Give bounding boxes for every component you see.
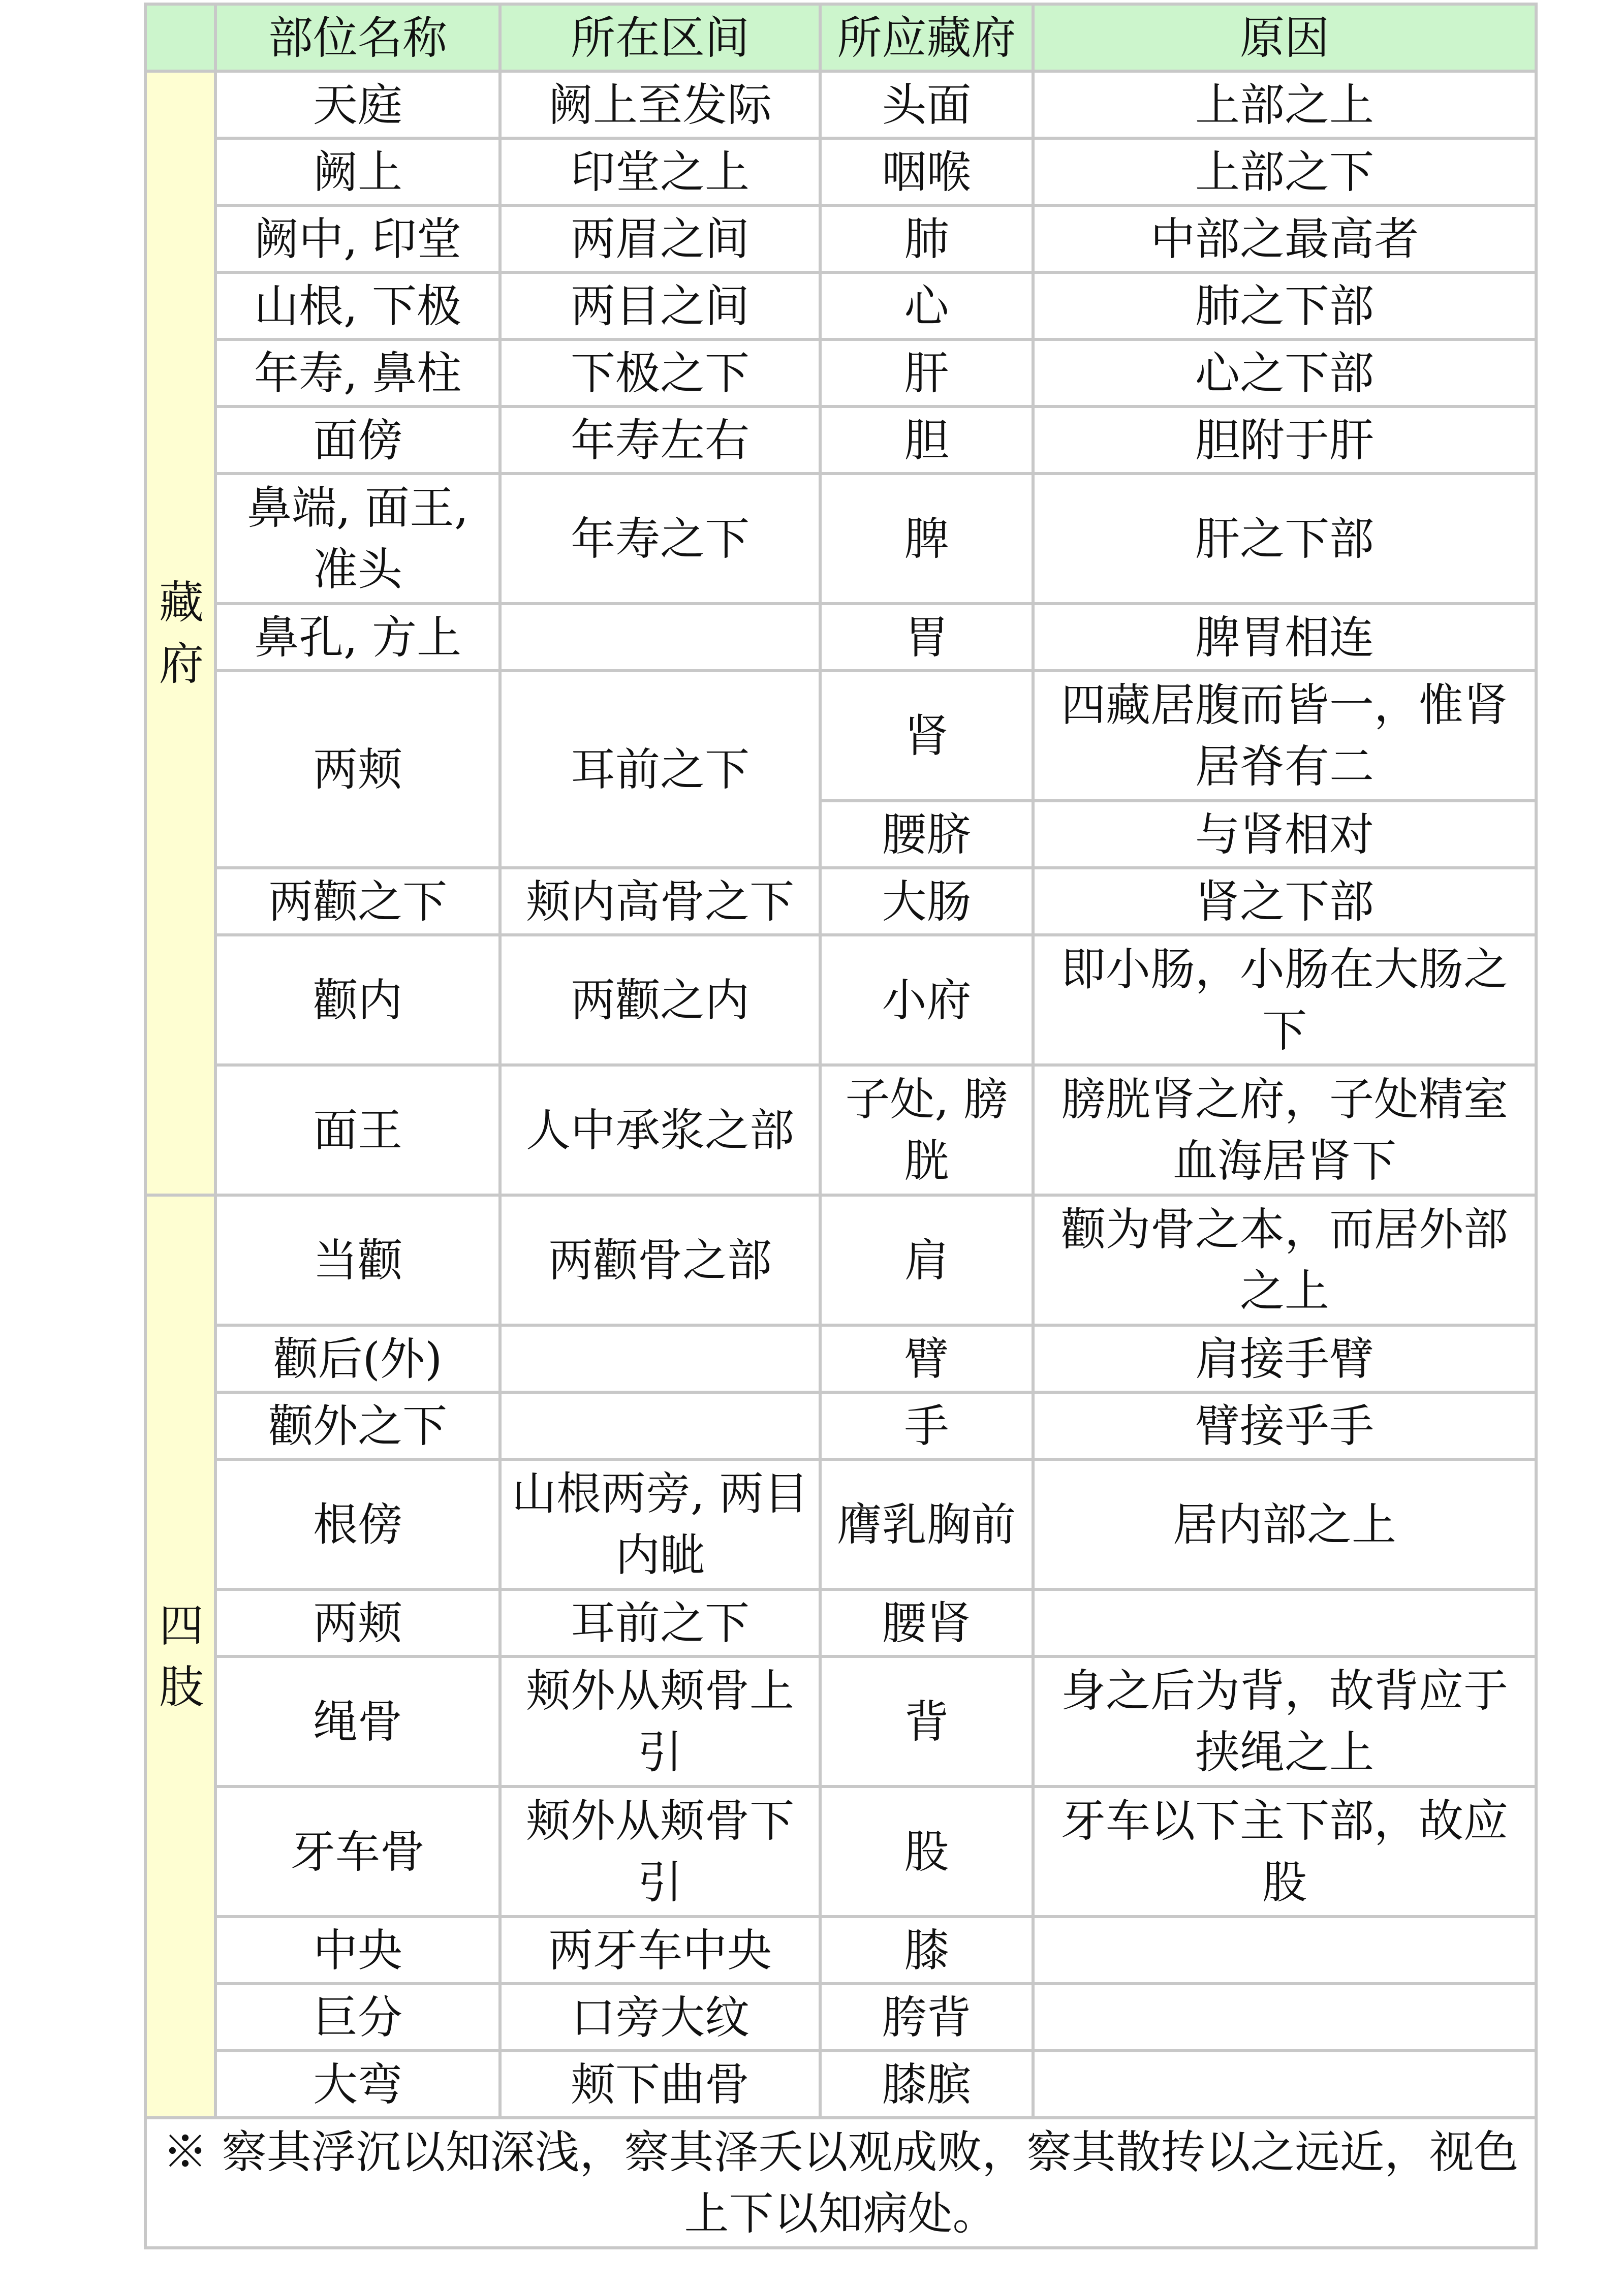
part-name-cell: 鼻端, 面王, 准头: [217, 475, 502, 605]
table-row: [147, 1197, 1538, 1327]
area-cell: [502, 1394, 822, 1461]
face-organ-correspondence-table: [144, 3, 1538, 2249]
area-cell: 两牙车中央: [502, 1918, 822, 1985]
table-row: [147, 605, 1538, 672]
reason-cell: [1035, 2052, 1538, 2119]
part-name-cell: 山根, 下极: [217, 274, 502, 341]
table-row: [147, 341, 1538, 408]
part-name-cell: 根傍: [217, 1461, 502, 1591]
part-name-cell: 颧内: [217, 936, 502, 1067]
table-row: [147, 140, 1538, 207]
reason-cell: 与肾相对: [1035, 802, 1538, 869]
area-cell: 口旁大纹: [502, 1985, 822, 2052]
part-name-cell: 天庭: [217, 73, 502, 140]
table-row: [147, 936, 1538, 1067]
table-row: [147, 207, 1538, 274]
part-name-cell: 绳骨: [217, 1658, 502, 1788]
table-row: [147, 1327, 1538, 1394]
area-cell: 两颧之内: [502, 936, 822, 1067]
reason-cell: 肝之下部: [1035, 475, 1538, 605]
part-name-cell: 面傍: [217, 408, 502, 475]
part-name-cell: 当颧: [217, 1197, 502, 1327]
organ-cell: 膝: [822, 1918, 1035, 1985]
organ-cell: 肩: [822, 1197, 1035, 1327]
table-row: [147, 869, 1538, 936]
table-row: [147, 1788, 1538, 1918]
part-name-cell: 两颧之下: [217, 869, 502, 936]
table-row: [147, 1658, 1538, 1788]
header-row: [147, 6, 1538, 73]
part-name-cell: 面王: [217, 1067, 502, 1197]
part-name-cell: 大弯: [217, 2052, 502, 2119]
organ-cell: 脾: [822, 475, 1035, 605]
area-cell: 两眉之间: [502, 207, 822, 274]
organ-cell: 肝: [822, 341, 1035, 408]
area-cell: 两颧骨之部: [502, 1197, 822, 1327]
reason-cell: 中部之最高者: [1035, 207, 1538, 274]
table-row: [147, 1985, 1538, 2052]
organ-cell: 背: [822, 1658, 1035, 1788]
header-reason: 原因: [1035, 6, 1538, 73]
part-name-cell: 颧后(外): [217, 1327, 502, 1394]
part-name-cell: 鼻孔, 方上: [217, 605, 502, 672]
reason-cell: 身之后为背，故背应于挟绳之上: [1035, 1658, 1538, 1788]
reason-cell: 脾胃相连: [1035, 605, 1538, 672]
area-cell: 年寿之下: [502, 475, 822, 605]
organ-cell: 头面: [822, 73, 1035, 140]
reason-cell: 牙车以下主下部，故应股: [1035, 1788, 1538, 1918]
header-part-name: 部位名称: [217, 6, 502, 73]
organ-cell: 股: [822, 1788, 1035, 1918]
reason-cell: 臂接乎手: [1035, 1394, 1538, 1461]
table-row: [147, 1067, 1538, 1197]
footnote: ※ 察其浮沉以知深浅，察其泽夭以观成败，察其散抟以之远近，视色上下以知病处。: [147, 2119, 1538, 2249]
area-cell: 年寿左右: [502, 408, 822, 475]
reason-cell: 膀胱肾之府，子处精室血海居肾下: [1035, 1067, 1538, 1197]
reason-cell: 肾之下部: [1035, 869, 1538, 936]
area-cell: 山根两旁, 两目内眦: [502, 1461, 822, 1591]
organ-cell: 腰脐: [822, 802, 1035, 869]
area-cell: 阙上至发际: [502, 73, 822, 140]
table-row: [147, 1918, 1538, 1985]
table-row: [147, 1394, 1538, 1461]
table-row: [147, 408, 1538, 475]
reason-cell: 肩接手臂: [1035, 1327, 1538, 1394]
area-cell: 耳前之下: [502, 672, 822, 869]
area-cell: 印堂之上: [502, 140, 822, 207]
reason-cell: [1035, 1591, 1538, 1658]
reason-cell: [1035, 1918, 1538, 1985]
header-area: 所在区间: [502, 6, 822, 73]
part-name-cell: 阙中, 印堂: [217, 207, 502, 274]
reason-cell: 肺之下部: [1035, 274, 1538, 341]
organ-cell: 心: [822, 274, 1035, 341]
reason-cell: 即小肠，小肠在大肠之下: [1035, 936, 1538, 1067]
reason-cell: [1035, 1985, 1538, 2052]
organ-cell: 胯背: [822, 1985, 1035, 2052]
area-cell: [502, 1327, 822, 1394]
part-name-cell: 中央: [217, 1918, 502, 1985]
table-row: [147, 1591, 1538, 1658]
area-cell: 颊外从颊骨下引: [502, 1788, 822, 1918]
area-cell: 耳前之下: [502, 1591, 822, 1658]
area-cell: 颊下曲骨: [502, 2052, 822, 2119]
group-label-zangfu: 藏府: [147, 73, 217, 1197]
organ-cell: 大肠: [822, 869, 1035, 936]
table-row: [147, 672, 1538, 802]
table-row: [147, 2052, 1538, 2119]
reason-cell: 上部之下: [1035, 140, 1538, 207]
header-organ: 所应藏府: [822, 6, 1035, 73]
footnote-row: [147, 2119, 1538, 2249]
table-row: [147, 274, 1538, 341]
area-cell: 两目之间: [502, 274, 822, 341]
reason-cell: 胆附于肝: [1035, 408, 1538, 475]
organ-cell: 胃: [822, 605, 1035, 672]
part-name-cell: 两颊: [217, 1591, 502, 1658]
table-row: [147, 73, 1538, 140]
table-row: [147, 1461, 1538, 1591]
part-name-cell: 两颊: [217, 672, 502, 869]
organ-cell: 小府: [822, 936, 1035, 1067]
reason-cell: 上部之上: [1035, 73, 1538, 140]
part-name-cell: 阙上: [217, 140, 502, 207]
part-name-cell: 牙车骨: [217, 1788, 502, 1918]
header-corner-cell: [147, 6, 217, 73]
organ-cell: 臂: [822, 1327, 1035, 1394]
area-cell: 下极之下: [502, 341, 822, 408]
area-cell: [502, 605, 822, 672]
reason-cell: 居内部之上: [1035, 1461, 1538, 1591]
table-row: [147, 475, 1538, 605]
part-name-cell: 颧外之下: [217, 1394, 502, 1461]
area-cell: 颊外从颊骨上引: [502, 1658, 822, 1788]
area-cell: 颊内高骨之下: [502, 869, 822, 936]
group-label-sizhi: 四肢: [147, 1197, 217, 2119]
part-name-cell: 年寿, 鼻柱: [217, 341, 502, 408]
organ-cell: 咽喉: [822, 140, 1035, 207]
organ-cell: 膺乳胸前: [822, 1461, 1035, 1591]
organ-cell: 腰肾: [822, 1591, 1035, 1658]
organ-cell: 肺: [822, 207, 1035, 274]
reason-cell: 四藏居腹而皆一，惟肾居脊有二: [1035, 672, 1538, 802]
organ-cell: 手: [822, 1394, 1035, 1461]
reason-cell: 心之下部: [1035, 341, 1538, 408]
area-cell: 人中承浆之部: [502, 1067, 822, 1197]
organ-cell: 胆: [822, 408, 1035, 475]
organ-cell: 子处, 膀胱: [822, 1067, 1035, 1197]
reason-cell: 颧为骨之本，而居外部之上: [1035, 1197, 1538, 1327]
part-name-cell: 巨分: [217, 1985, 502, 2052]
organ-cell: 肾: [822, 672, 1035, 802]
organ-cell: 膝膑: [822, 2052, 1035, 2119]
